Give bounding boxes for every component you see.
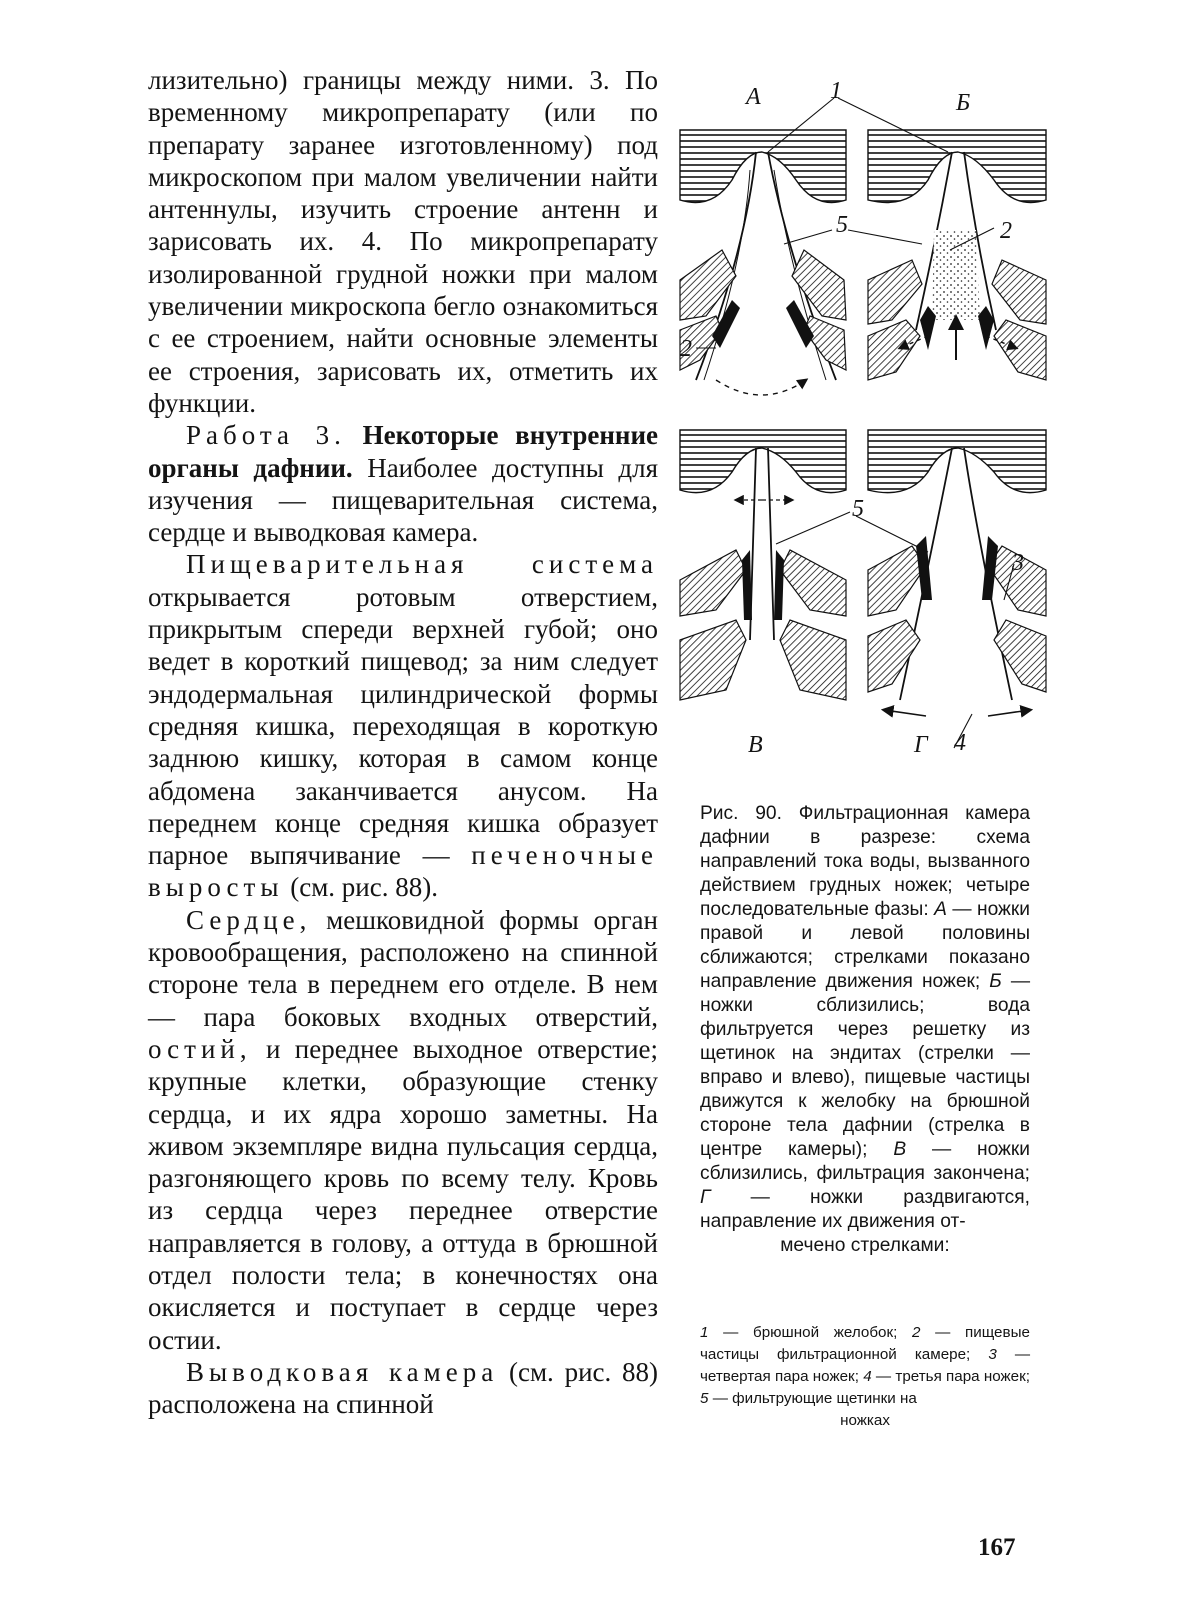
digestive-term: Пищеварительная система	[186, 549, 658, 580]
figure-legend	[700, 1322, 1030, 1432]
figure-caption	[700, 802, 1030, 1258]
legend-item-2: — пищевые частицы фильтрационной камере;	[700, 1324, 1030, 1363]
legend-item-1: — брюшной желобок;	[723, 1324, 898, 1341]
label-2-left: 2	[680, 336, 692, 362]
label-5-top: 5	[836, 212, 848, 238]
panel-b-diagram	[868, 130, 1046, 380]
label-panel-g: Г	[914, 732, 928, 758]
label-panel-b: Б	[956, 90, 971, 116]
main-text-column	[148, 64, 658, 1420]
paragraph-digestive	[148, 548, 658, 903]
label-2-right: 2	[1000, 218, 1012, 244]
legend-item-3: — четвертая пара ножек;	[700, 1346, 1030, 1385]
caption-phase-g: — ножки раздвигаются, направление их движения от-	[700, 1187, 1030, 1232]
leader-lines	[696, 98, 1014, 748]
filtration-chamber-diagram	[676, 80, 1052, 770]
caption-letter-g: Г	[700, 1187, 711, 1208]
caption-letter-v: В	[893, 1139, 907, 1160]
work3-title: Некоторые внутренние органы дафнии.	[148, 420, 659, 483]
legend-num-1: 1	[700, 1324, 709, 1341]
digestive-ref: (см. рис. 88).	[290, 872, 438, 903]
legend-tail: ножках	[840, 1412, 890, 1429]
panel-a-diagram	[680, 130, 846, 395]
liver-term: печеночные выросты	[148, 840, 658, 903]
caption-body	[700, 802, 1030, 1234]
figure-90	[676, 80, 1052, 770]
work3-text: Наиболее доступны для изучения — пищеварительная система, сердце и выводковая камера.	[148, 452, 658, 548]
label-panel-v: В	[748, 732, 763, 758]
caption-letter-a: А	[934, 899, 947, 920]
label-4: 4	[954, 730, 966, 756]
work3-label: Работа 3.	[186, 420, 346, 451]
caption-letter-b: Б	[989, 971, 1002, 992]
paragraph-brood	[148, 1356, 658, 1421]
page-number: 167	[978, 1534, 1016, 1561]
caption-lead: Рис. 90. Фильтрационная камера дафнии в разрезе: схема направлений тока воды, вызванного действием грудных ножек; четыре последовательные фазы:	[700, 803, 1030, 920]
brood-text: (см. рис. 88) расположена на спинной	[148, 1356, 659, 1420]
legend-num-5: 5	[700, 1390, 709, 1407]
paragraph-work3	[148, 419, 658, 548]
brood-term: Выводковая камера	[186, 1356, 499, 1387]
legend-body	[700, 1322, 1030, 1410]
caption-tail: мечено стрелками:	[780, 1235, 950, 1256]
digestive-text: открывается ротовым отверстием, прикрытым спереди верхней губой; оно ведет в короткий пищевод; за ним следует эндодермальная цилиндрической формы средняя кишка, переходящая в короткую заднюю кишку, которая в самом конце абдомена заканчивается анусом. На переднем конце средняя кишка образует парное выпячивание —	[148, 581, 658, 871]
label-1: 1	[830, 80, 842, 104]
caption-phase-b: — ножки сблизились; вода фильтруется через решетку из щетинок на эндитах (стрелки — вправо и влево), пищевые частицы движутся к желобку на брюшной стороне тела дафнии (стрелка в центре камеры);	[700, 971, 1030, 1160]
ostia-term: остий,	[148, 1033, 252, 1064]
heart-text-continued: и переднее выходное отверстие; крупные клетки, образующие стенку сердца, и их ядра хорошо заметны. На живом экземпляре видна пульсация сердца, разгоняющего кровь по всему телу. Кровь из сердца через переднее отверстие направляется в голову, а оттуда в брюшной отдел полости тела; в конечностях она окисляется и поступает в сердце через остии.	[148, 1033, 659, 1355]
paragraph-heart	[148, 904, 658, 1356]
legend-num-3: 3	[988, 1346, 997, 1363]
label-3: 3	[1012, 550, 1024, 576]
legend-num-2: 2	[912, 1324, 921, 1341]
label-panel-a: А	[746, 84, 761, 110]
legend-item-5: — фильтрующие щетинки на	[712, 1390, 917, 1407]
label-5-bottom: 5	[852, 496, 864, 522]
heart-text: мешковидной формы орган кровообращения, расположено на спинной стороне тела в переднем его отделе. В нем — пара боковых входных отверстий,	[148, 904, 658, 1032]
panel-v-diagram	[680, 430, 846, 700]
legend-num-4: 4	[863, 1368, 872, 1385]
intro-text: лизительно) границы между ними. 3. По временному микропрепарату (или по препарату заранее изготовленному) под микроскопом при малом увеличении найти антеннулы, изучить строение антенн и зарисовать их. 4. По микропрепарату изолированной грудной ножки при малом увеличении микроскопа бегло ознакомиться с ее строением, найти основные элементы ее строения, зарисовать их, отметить их функции.	[148, 65, 658, 418]
caption-phase-v: — ножки сблизились, фильтрация закончена;	[700, 1139, 1030, 1184]
legend-item-4: — третья пара ножек;	[875, 1368, 1030, 1385]
caption-phase-a: — ножки правой и левой половины сближаются; стрелками показано направление движения ножек;	[700, 899, 1030, 992]
paragraph-intro	[148, 64, 658, 419]
heart-term: Сердце,	[186, 904, 312, 935]
